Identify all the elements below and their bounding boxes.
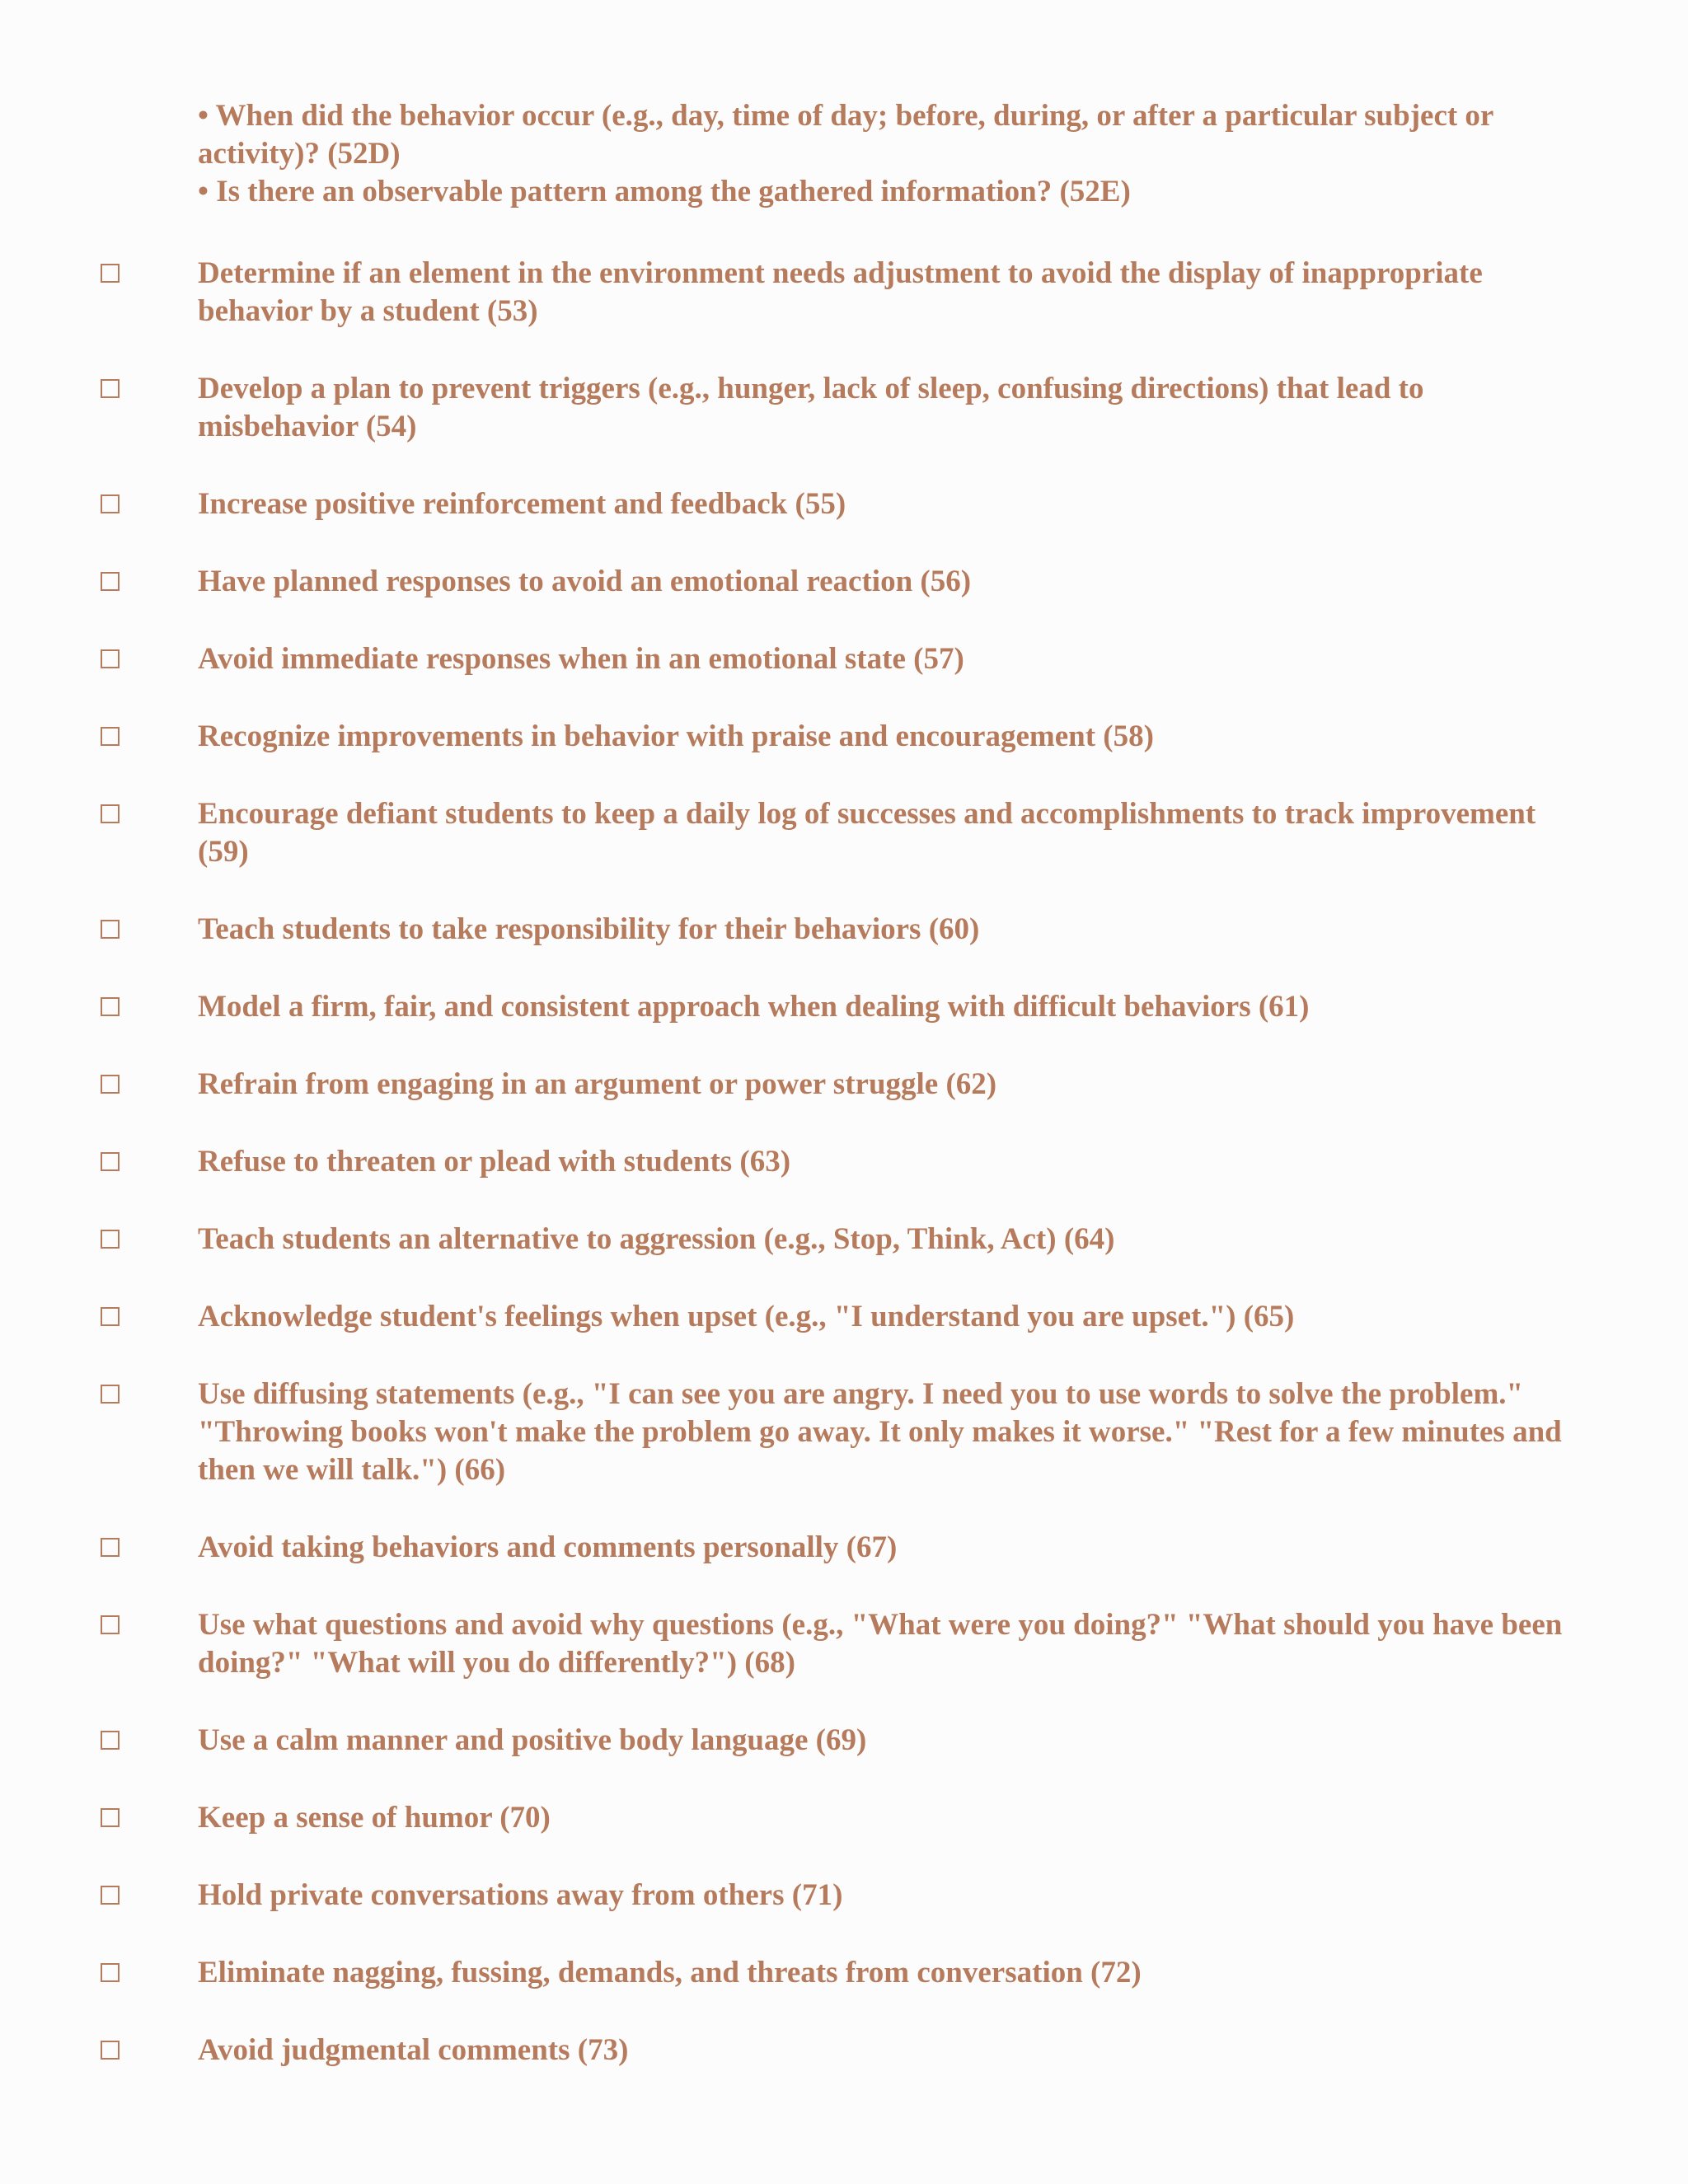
- checklist-item: [0, 1221, 1688, 1258]
- checkbox-icon[interactable]: [101, 727, 120, 746]
- checklist-item: [0, 563, 1688, 601]
- checklist-item-label: Refrain from engaging in an argument or power struggle (62): [198, 1067, 997, 1101]
- checklist-item: [0, 2032, 1688, 2069]
- checklist-item-label: Acknowledge student's feelings when upset (e.g., "I understand you are upset.") (65): [198, 1300, 1295, 1333]
- checklist-item: [0, 718, 1688, 756]
- checkbox-icon[interactable]: [101, 1963, 120, 1982]
- checklist: [0, 255, 1688, 2109]
- checklist-item: [0, 1722, 1688, 1760]
- checkbox-icon[interactable]: [101, 1075, 120, 1094]
- checklist-item-label: Avoid taking behaviors and comments personally (67): [198, 1530, 898, 1564]
- checklist-item: [0, 255, 1688, 330]
- checklist-item-label: Avoid immediate responses when in an emotional state (57): [198, 642, 964, 676]
- checklist-item: [0, 1376, 1688, 1489]
- checklist-item-label: Increase positive reinforcement and feedback (55): [198, 487, 846, 521]
- checklist-item: [0, 1606, 1688, 1682]
- checklist-item-label: Encourage defiant students to keep a daily log of successes and accomplishments to track improvement (59): [198, 797, 1536, 869]
- checklist-item: [0, 1799, 1688, 1837]
- checkbox-icon[interactable]: [101, 1385, 120, 1404]
- checklist-item-label: Avoid judgmental comments (73): [198, 2033, 629, 2067]
- checklist-item: [0, 640, 1688, 678]
- checkbox-icon[interactable]: [101, 649, 120, 668]
- checkbox-icon[interactable]: [101, 2041, 120, 2060]
- checklist-item-label: Refuse to threaten or plead with students (63): [198, 1145, 791, 1179]
- checklist-item-label: Have planned responses to avoid an emotional reaction (56): [198, 565, 972, 598]
- checkbox-icon[interactable]: [101, 1808, 120, 1827]
- checklist-item: [0, 1529, 1688, 1567]
- checklist-item: [0, 988, 1688, 1026]
- checklist-item: [0, 1877, 1688, 1915]
- checklist-item-label: Keep a sense of humor (70): [198, 1801, 551, 1835]
- checklist-item-label: Use what questions and avoid why questions (e.g., "What were you doing?" "What should you have been doing?" "What will you do differently?") (68): [198, 1608, 1563, 1680]
- checklist-item: [0, 1954, 1688, 1992]
- checkbox-icon[interactable]: [101, 920, 120, 939]
- checkbox-icon[interactable]: [101, 264, 120, 283]
- checklist-item: [0, 485, 1688, 523]
- checkbox-icon[interactable]: [101, 494, 120, 513]
- checklist-item: [0, 1143, 1688, 1181]
- checklist-item-label: Teach students to take responsibility for their behaviors (60): [198, 912, 980, 946]
- checkbox-icon[interactable]: [101, 1152, 120, 1171]
- checklist-item-label: Eliminate nagging, fussing, demands, and threats from conversation (72): [198, 1956, 1142, 1990]
- bullet-list: [198, 97, 1591, 211]
- checkbox-icon[interactable]: [101, 804, 120, 823]
- checkbox-icon[interactable]: [101, 997, 120, 1016]
- checklist-item: [0, 795, 1688, 871]
- checklist-item-label: Model a firm, fair, and consistent approach when dealing with difficult behaviors (61): [198, 990, 1310, 1024]
- checkbox-icon[interactable]: [101, 379, 120, 398]
- bullet-item: • Is there an observable pattern among the gathered information? (52E): [198, 175, 1131, 209]
- checkbox-icon[interactable]: [101, 1731, 120, 1750]
- checkbox-icon[interactable]: [101, 572, 120, 591]
- checkbox-icon[interactable]: [101, 1230, 120, 1249]
- checklist-item: [0, 370, 1688, 446]
- checklist-item-label: Determine if an element in the environment needs adjustment to avoid the display of inappropriate behavior by a student (53): [198, 256, 1483, 328]
- bullet-item: • When did the behavior occur (e.g., day, time of day; before, during, or after a particular subject or activity)? (52D): [198, 99, 1493, 171]
- checkbox-icon[interactable]: [101, 1886, 120, 1905]
- checklist-item-label: Recognize improvements in behavior with praise and encouragement (58): [198, 719, 1154, 753]
- checkbox-icon[interactable]: [101, 1615, 120, 1634]
- checklist-item-label: Develop a plan to prevent triggers (e.g., hunger, lack of sleep, confusing directions) that lead to misbehavior (54): [198, 372, 1424, 443]
- checkbox-icon[interactable]: [101, 1307, 120, 1326]
- checklist-item: [0, 911, 1688, 949]
- checklist-item-label: Hold private conversations away from others (71): [198, 1878, 843, 1912]
- checklist-item-label: Teach students an alternative to aggression (e.g., Stop, Think, Act) (64): [198, 1222, 1115, 1256]
- checkbox-icon[interactable]: [101, 1538, 120, 1557]
- checklist-item: [0, 1298, 1688, 1336]
- checklist-item-label: Use diffusing statements (e.g., "I can see you are angry. I need you to use words to solve the problem." "Throwing books won't make the problem go away. It only makes it worse." "Rest for a few minutes and then we will talk.") (66): [198, 1377, 1562, 1487]
- checklist-item-label: Use a calm manner and positive body language (69): [198, 1723, 867, 1757]
- checklist-item: [0, 1066, 1688, 1104]
